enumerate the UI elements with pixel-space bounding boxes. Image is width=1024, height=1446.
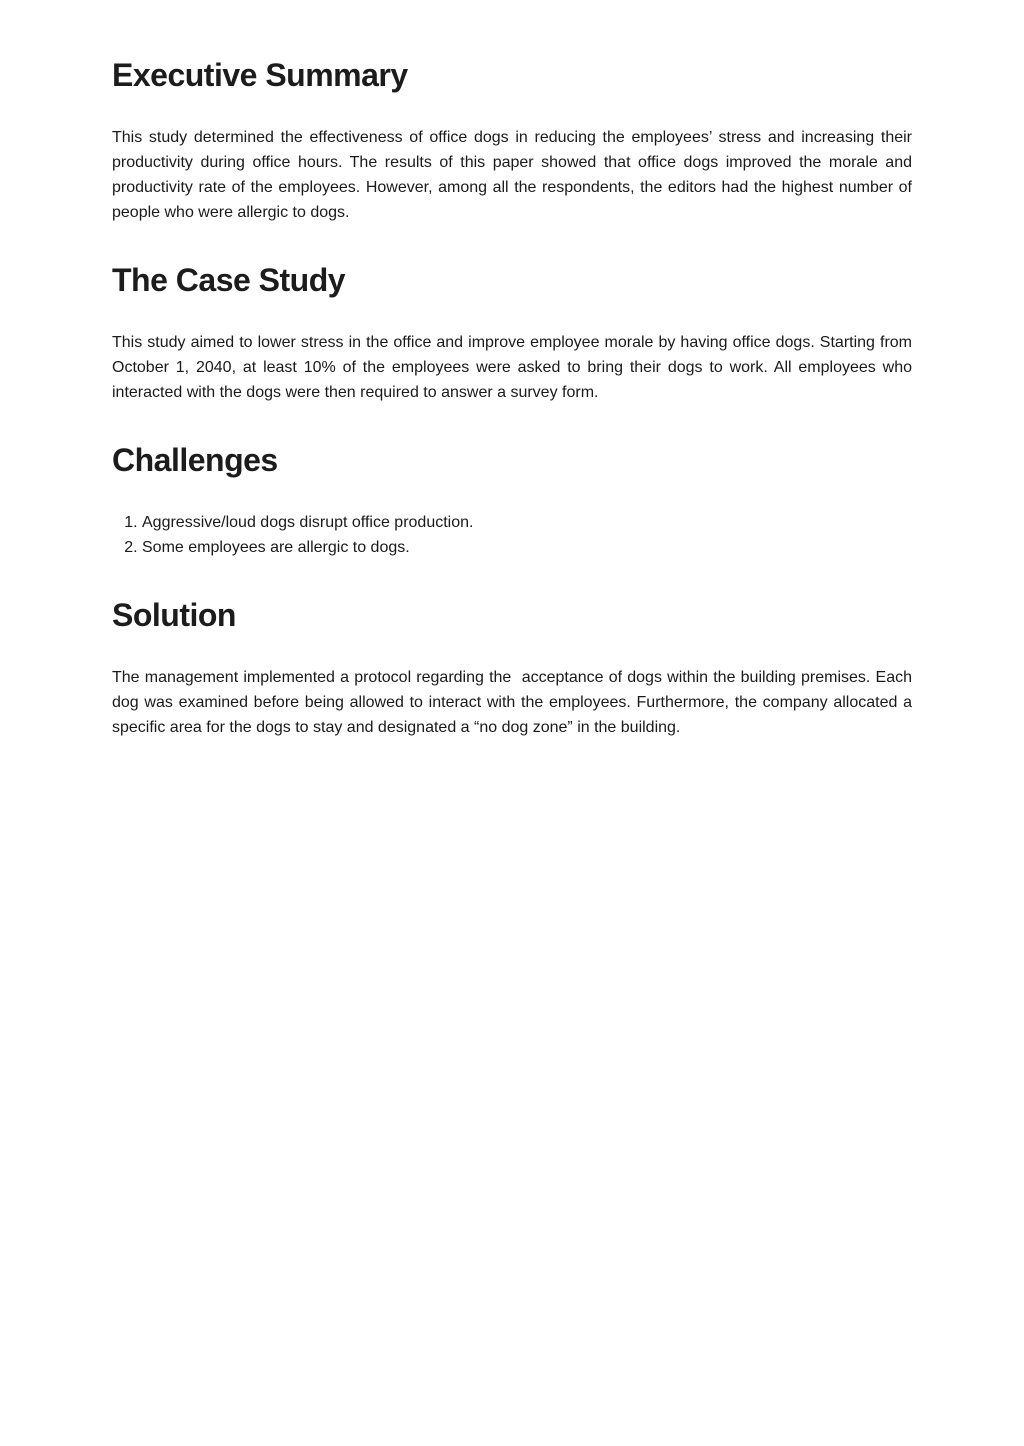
section-heading-executive-summary: Executive Summary bbox=[112, 57, 408, 93]
list-item: 2. Some employees are allergic to dogs. bbox=[142, 535, 473, 560]
executive-summary-paragraph: This study determined the effectiveness of office dogs in reducing the employees’ stress and increasing their productivity during office hours. The results of this paper showed that office dogs improved the morale and productivity rate of the employees. However, among all the respondents, the editors had the highest number of people who were allergic to dogs. bbox=[112, 129, 912, 221]
section-heading-solution: Solution bbox=[112, 597, 236, 633]
challenges-list bbox=[112, 510, 473, 560]
solution-paragraph: The management implemented a protocol regarding the acceptance of dogs within the building premises. Each dog was examined before being allowed to interact with the employees. Furthermore, the company allocated a specific area for the dogs to stay and designated a “no dog zone” in the building. bbox=[112, 669, 917, 736]
section-heading-case-study: The Case Study bbox=[112, 262, 346, 298]
section-heading-challenges: Challenges bbox=[112, 442, 278, 478]
case-study-paragraph: This study aimed to lower stress in the office and improve employee morale by having office dogs. Starting from October 1, 2040, at least 10% of the employees were asked to bring their dogs to work. All employees who interacted with the dogs were then required to answer a survey form. bbox=[112, 334, 912, 401]
list-item: 1. Aggressive/loud dogs disrupt office production. bbox=[142, 510, 473, 535]
